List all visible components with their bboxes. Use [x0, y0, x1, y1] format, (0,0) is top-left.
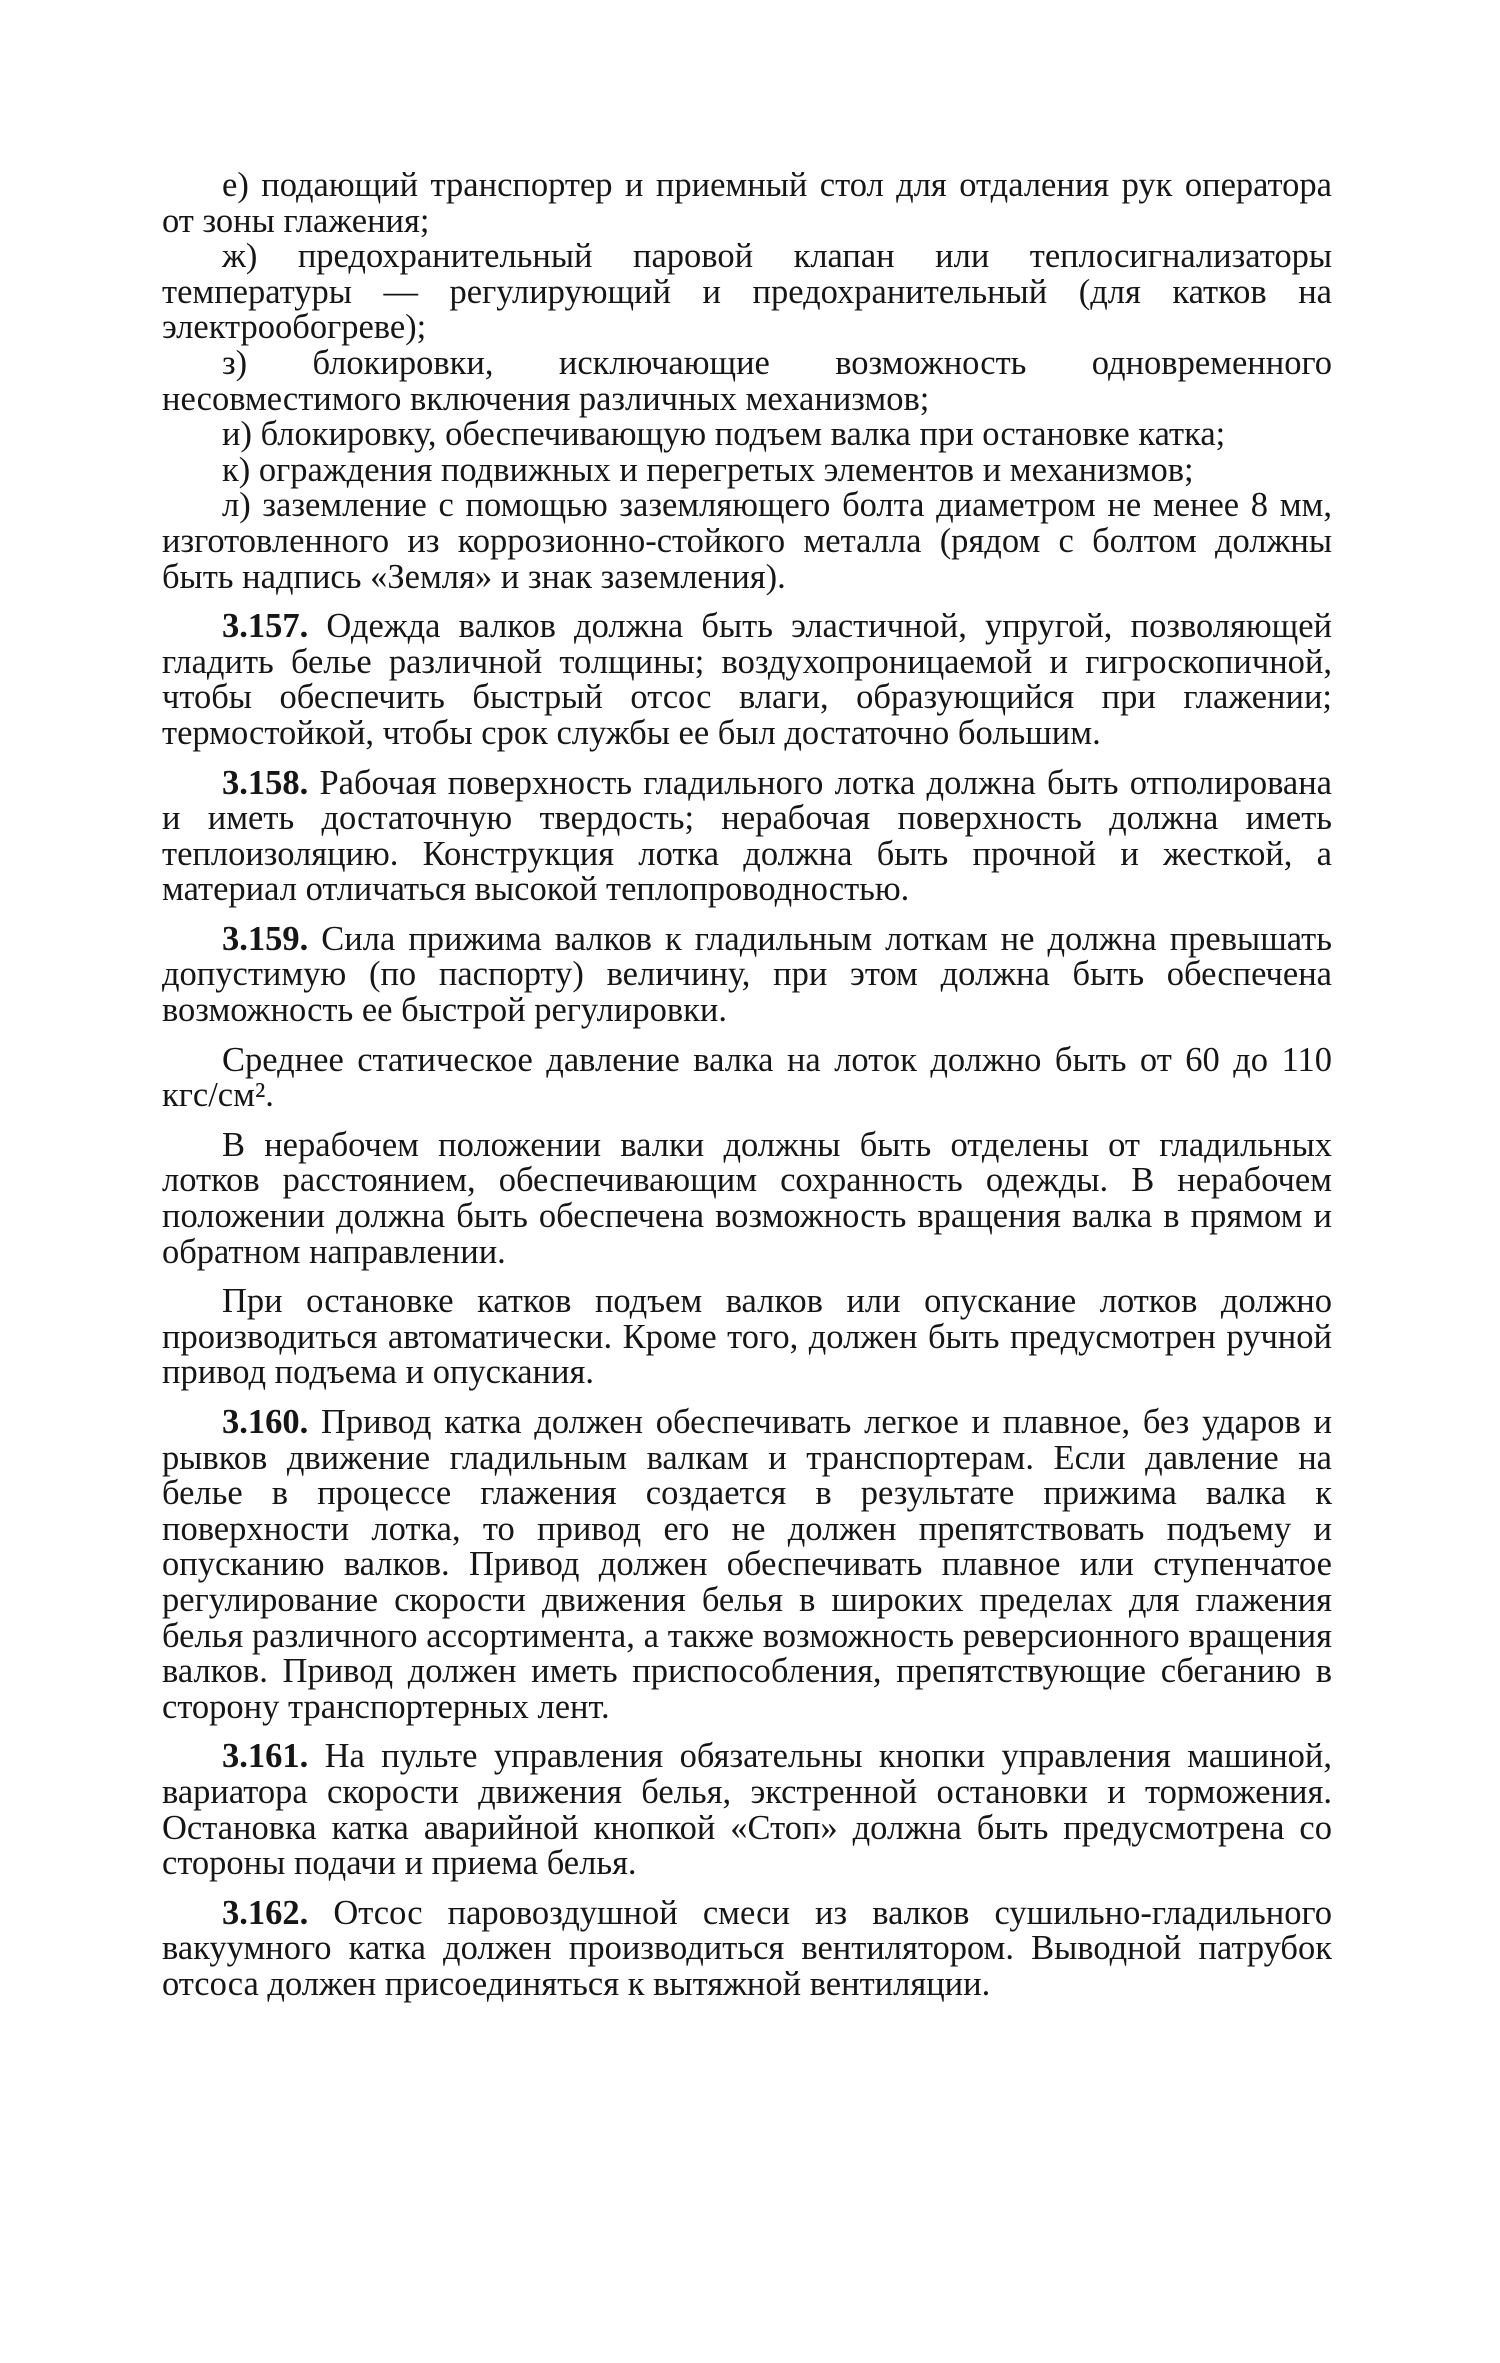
paragraph-stop: При остановке катков подъем валков или опускание лотков должно производиться автоматически. Кроме того, должен быть предусмотрен ручной привод подъема и опускания.	[162, 1282, 1332, 1392]
list-item-z: з) блокировки, исключающие возможность одновременного несовместимого включения различных механизмов;	[162, 343, 1332, 418]
clause-number: 3.160.	[222, 1403, 309, 1441]
clause-text: Одежда валков должна быть эластичной, упругой, позволяющей гладить белье различной толщины; воздухопроницаемой и гигроскопичной, чтобы обеспечить быстрый отсос влаги, образующийся при глажении; термостойкой, чтобы срок службы ее был достаточно большим.	[162, 607, 1332, 752]
clause-text: Рабочая поверхность гладильного лотка должна быть отполирована и иметь достаточную твердость; нерабочая поверхность должна иметь теплоизоляцию. Конструкция лотка должна быть прочной и жесткой, а материал отличаться высокой теплопроводностью.	[162, 763, 1332, 909]
list-item-i: и) блокировку, обеспечивающую подъем валка при остановке катка;	[222, 415, 1226, 454]
paragraph-pressure: Среднее статическое давление валка на лоток должно быть от 60 до 110 кгс/см².	[162, 1040, 1332, 1115]
clause-text: На пульте управления обязательны кнопки управления машиной, вариатора скорости движения белья, экстренной остановки и торможения. Остановка катка аварийной кнопкой «Стоп» должна быть предусмотрена со стороны подачи и приема белья.	[162, 1737, 1332, 1883]
clause-number: 3.158.	[222, 763, 309, 802]
clause-text: Привод катка должен обеспечивать легкое и плавное, без ударов и рывков движение гладильным валкам и транспортерам. Если давление на белье в процессе глажения создается в результате прижима валка к поверхности лотка, то привод его не должен препятствовать подъему и опусканию валков. Привод должен обеспечивать плавное или ступенчатое регулирование скорости движения белья в широких пределах для глажения белья различного ассортимента, а также возможность реверсионного вращения валков. Привод должен иметь приспособления, препятствующие сбеганию в сторону транспортерных лент.	[162, 1403, 1332, 1726]
clause-text: Сила прижима валков к гладильным лоткам не должна превышать допустимую (по паспорту) величину, при этом должна быть обеспечена возможность ее быстрой регулировки.	[162, 919, 1332, 1030]
document-page	[162, 168, 1332, 2003]
clause-number: 3.159.	[222, 919, 309, 958]
clause-text: Отсос паровоздушной смеси из валков сушильно-гладильного вакуумного катка должен производиться вентилятором. Выводной патрубок отсоса должен присоединяться к вытяжной вентиляции.	[162, 1893, 1332, 2003]
list-item-l: л) заземление с помощью заземляющего болта диаметром не менее 8 мм, изготовленного из коррозионно-стойкого металла (рядом с болтом должны быть надпись «Земля» и знак заземления).	[162, 486, 1332, 596]
clause-number: 3.162.	[222, 1893, 309, 1932]
list-item-zh: ж) предохранительный паровой клапан или теплосигнализаторы температуры — регулирующий и предохранительный (для катков на электрообогреве);	[162, 237, 1332, 347]
list-item-k: к) ограждения подвижных и перегретых элементов и механизмов;	[222, 450, 1194, 489]
clause-3-157	[162, 609, 1332, 751]
clause-3-160	[162, 1405, 1332, 1725]
list-item-e: е) подающий транспортер и приемный стол для отдаления рук оператора от зоны глажения;	[162, 166, 1332, 240]
paragraph-idle-position: В нерабочем положении валки должны быть отделены от гладильных лотков расстоянием, обеспечивающим сохранность одежды. В нерабочем положении должна быть обеспечена возможность вращения валка в прямом и обратном направлении.	[162, 1125, 1332, 1271]
clause-3-159	[162, 919, 1332, 1030]
clause-3-162	[162, 1893, 1332, 2003]
clause-3-158	[162, 763, 1332, 909]
clause-3-161	[162, 1739, 1332, 1881]
clause-number: 3.157.	[222, 607, 309, 646]
clause-number: 3.161.	[222, 1737, 309, 1776]
